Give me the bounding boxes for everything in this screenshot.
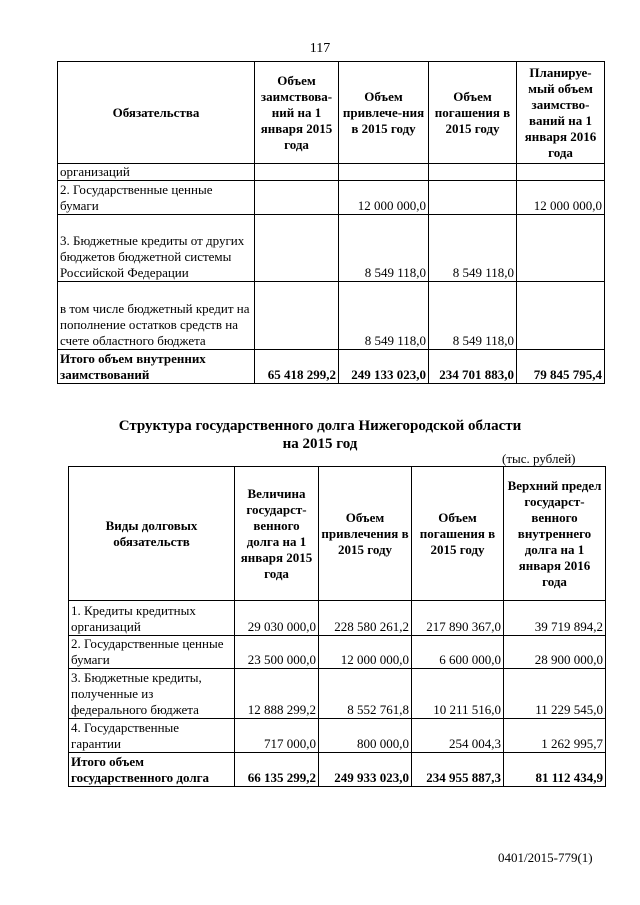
table-row [69, 601, 606, 636]
row-label: 4. Государственные гарантии [69, 719, 235, 753]
table-cell: 66 135 299,2 [235, 753, 319, 787]
row-label: 2. Государственные ценные бумаги [69, 636, 235, 669]
table-cell [429, 164, 517, 181]
table-cell [517, 282, 605, 350]
table-cell: 12 000 000,0 [319, 636, 412, 669]
table-cell: 234 955 887,3 [412, 753, 504, 787]
table-cell: 29 030 000,0 [235, 601, 319, 636]
table-cell: 8 552 761,8 [319, 669, 412, 719]
table-cell: 217 890 367,0 [412, 601, 504, 636]
column-header: Верхний предел государст-венного внутреннего долга на 1 января 2016 года [504, 467, 606, 601]
table-row [58, 215, 605, 282]
table-cell: 12 888 299,2 [235, 669, 319, 719]
row-label: 1. Кредиты кредитных организаций [69, 601, 235, 636]
table-cell: 28 900 000,0 [504, 636, 606, 669]
row-label: 2. Государственные ценные бумаги [58, 181, 255, 215]
borrowings-table [57, 61, 605, 384]
table-cell [255, 215, 339, 282]
table-total-row [58, 350, 605, 384]
table-cell: 1 262 995,7 [504, 719, 606, 753]
table-cell: 717 000,0 [235, 719, 319, 753]
table-cell: 8 549 118,0 [339, 215, 429, 282]
row-label: 3. Бюджетные кредиты от других бюджетов бюджетной системы Российской Федерации [58, 215, 255, 282]
section-title [0, 417, 640, 453]
table-cell: 234 701 883,0 [429, 350, 517, 384]
units-note: (тыс. рублей) [502, 451, 576, 466]
table-cell: 249 133 023,0 [339, 350, 429, 384]
table-cell: 39 719 894,2 [504, 601, 606, 636]
row-label: в том числе бюджетный кредит на пополнение остатков средств на счете областного бюджета [58, 282, 255, 350]
table-cell: 254 004,3 [412, 719, 504, 753]
row-label: 3. Бюджетные кредиты, полученные из федерального бюджета [69, 669, 235, 719]
column-header: Объем привлече-ния в 2015 году [339, 62, 429, 164]
table-cell [339, 164, 429, 181]
table-row [58, 282, 605, 350]
table-cell: 23 500 000,0 [235, 636, 319, 669]
table-row [58, 181, 605, 215]
column-header: Объем погашения в 2015 году [429, 62, 517, 164]
column-header: Виды долговых обязательств [69, 467, 235, 601]
row-label: Итого объем внутренних заимствований [58, 350, 255, 384]
table-total-row [69, 753, 606, 787]
table-cell [255, 282, 339, 350]
table-cell: 249 933 023,0 [319, 753, 412, 787]
table-cell [517, 215, 605, 282]
table-cell: 8 549 118,0 [429, 282, 517, 350]
column-header: Объем привлечения в 2015 году [319, 467, 412, 601]
table-row [58, 164, 605, 181]
table-cell [255, 181, 339, 215]
column-header: Величина государст-венного долга на 1 января 2015 года [235, 467, 319, 601]
section-title-line2: на 2015 год [282, 436, 358, 452]
table-cell [517, 164, 605, 181]
table-cell: 12 000 000,0 [339, 181, 429, 215]
table-cell: 81 112 434,9 [504, 753, 606, 787]
row-label: Итого объем государственного долга [69, 753, 235, 787]
debt-structure-table [68, 466, 606, 787]
column-header: Объем погашения в 2015 году [412, 467, 504, 601]
table-cell: 12 000 000,0 [517, 181, 605, 215]
column-header: Обязательства [58, 62, 255, 164]
table-cell: 8 549 118,0 [429, 215, 517, 282]
table-header-row [58, 62, 605, 164]
table-cell: 11 229 545,0 [504, 669, 606, 719]
table-header-row [69, 467, 606, 601]
table-row [69, 719, 606, 753]
table-cell: 8 549 118,0 [339, 282, 429, 350]
table-cell: 10 211 516,0 [412, 669, 504, 719]
row-label: организаций [58, 164, 255, 181]
table-cell: 228 580 261,2 [319, 601, 412, 636]
page-number: 117 [309, 41, 331, 56]
table-cell: 79 845 795,4 [517, 350, 605, 384]
column-header: Объем заимствова-ний на 1 января 2015 года [255, 62, 339, 164]
table-row [69, 636, 606, 669]
column-header: Планируе-мый объем заимство-ваний на 1 января 2016 года [517, 62, 605, 164]
table-row [69, 669, 606, 719]
table-cell: 800 000,0 [319, 719, 412, 753]
table-cell [255, 164, 339, 181]
document-code: 0401/2015-779(1) [498, 850, 593, 865]
table-cell: 6 600 000,0 [412, 636, 504, 669]
section-title-line1: Структура государственного долга Нижегородской области [118, 418, 522, 434]
table-cell [429, 181, 517, 215]
table-cell: 65 418 299,2 [255, 350, 339, 384]
